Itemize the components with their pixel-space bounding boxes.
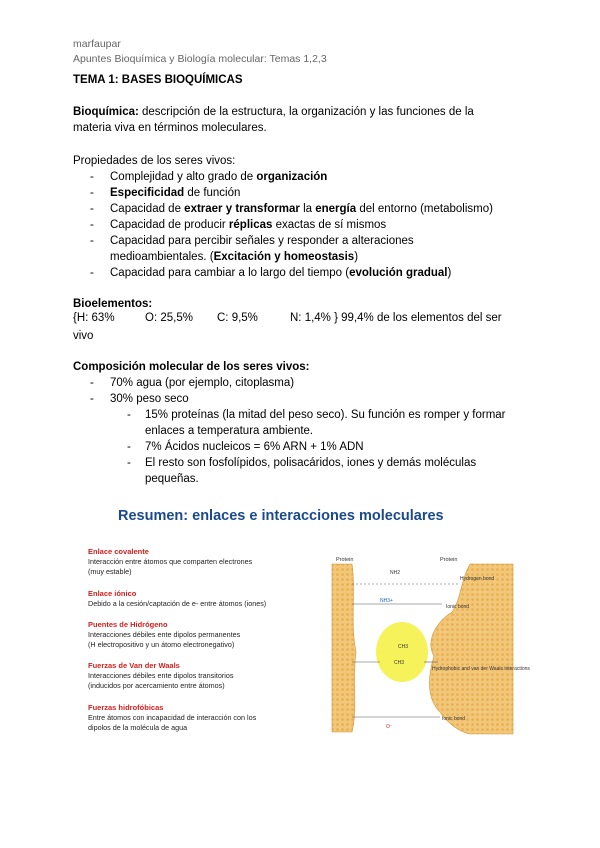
bio-h: {H: 63% <box>73 312 115 324</box>
item-text: ) <box>354 251 359 263</box>
header-doc-title: Apuntes Bioquímica y Biología molecular: Temas 1,2,3 <box>73 53 327 65</box>
item-bold: organización <box>256 171 328 183</box>
item-text: de función <box>184 187 241 199</box>
protein-right-shape <box>429 564 513 734</box>
bio-o: O: 25,5% <box>145 312 193 324</box>
label-carboxylate: O⁻ <box>386 724 393 730</box>
def-covalente <box>88 557 303 577</box>
list-item-continuation <box>110 249 358 265</box>
item-bold: Excitación y homeostasis <box>213 251 355 263</box>
def-ionico: Debido a la cesión/captación de e- entre átomos (iones) <box>88 599 267 608</box>
list-dash: - <box>127 441 131 453</box>
bioelementos-title: Bioelementos: <box>73 298 153 310</box>
label-nh2: NH2 <box>390 570 401 576</box>
bioquimica-def-line2: materia viva en términos moleculares. <box>73 122 267 134</box>
list-dash: - <box>90 267 94 279</box>
def-line: (H electropositivo y un átomo electronegativo) <box>88 640 235 649</box>
figure-title: Resumen: enlaces e interacciones moleculares <box>118 508 444 524</box>
label-hydrogen-bond: Hydrogen bond <box>460 576 495 582</box>
list-item <box>90 217 386 233</box>
def-line: Interacción entre átomos que comparten electrones <box>88 557 253 566</box>
term-covalente: Enlace covalente <box>88 547 149 556</box>
label-ch3: CH3 <box>398 644 409 650</box>
item-bold: energía <box>315 203 357 215</box>
list-item <box>90 375 294 391</box>
def-vdw <box>88 671 303 691</box>
bioquimica-term: Bioquímica: <box>73 106 139 118</box>
item-text: Capacidad de <box>110 203 185 215</box>
label-nh3: NH3+ <box>380 598 393 604</box>
item-text: pequeñas. <box>145 473 199 485</box>
sub-item-proteinas <box>145 407 535 439</box>
def-line: Entre átomos con incapacidad de interacción con los <box>88 713 257 722</box>
item-text: la <box>299 203 316 215</box>
bioquimica-definition <box>73 104 533 136</box>
item-bold: réplicas <box>228 219 273 231</box>
item-text: 70% agua (por ejemplo, citoplasma) <box>110 377 295 389</box>
label-ch3: CH3 <box>394 660 405 666</box>
list-dash: - <box>127 409 131 421</box>
list-dash: - <box>90 171 94 183</box>
item-text: Capacidad para cambiar a lo largo del tiempo ( <box>110 267 350 279</box>
term-ionico: Enlace iónico <box>88 589 137 598</box>
list-item <box>90 201 493 217</box>
label-hydrophobic: Hydrophobic and van der Waals interactions <box>432 666 530 672</box>
list-item <box>90 265 451 281</box>
list-dash: - <box>90 219 94 231</box>
hydrophobic-region <box>376 622 428 682</box>
item-text: Capacidad de producir <box>110 219 229 231</box>
term-vdw: Fuerzas de Van der Waals <box>88 661 180 670</box>
list-item <box>90 185 240 201</box>
bioquimica-def-line1: descripción de la estructura, la organización y las funciones de la <box>142 106 474 118</box>
item-text: medioambientales. ( <box>110 251 214 263</box>
interactions-diagram <box>330 552 530 737</box>
item-text: El resto son fosfolípidos, polisacáridos, iones y demás moléculas <box>145 457 477 469</box>
def-puentes <box>88 630 303 650</box>
label-protein-left: Protein <box>336 557 354 563</box>
sub-item-resto <box>145 455 535 487</box>
term-hidrofobicas: Fuerzas hidrofóbicas <box>88 703 164 712</box>
item-text: enlaces a temperatura ambiente. <box>145 425 314 437</box>
item-text: exactas de sí mismos <box>272 219 387 231</box>
bio-c: C: 9,5% <box>217 312 258 324</box>
label-ionic-bond-2: Ionic bond <box>442 716 466 722</box>
propiedades-intro: Propiedades de los seres vivos: <box>73 155 236 167</box>
list-dash: - <box>90 377 94 389</box>
list-dash: - <box>127 457 131 469</box>
bio-n: N: 1,4% } 99,4% de los elementos del ser <box>290 312 502 324</box>
item-text: Capacidad para percibir señales y responder a alteraciones <box>110 235 414 247</box>
def-line: Interacciones débiles ente dipolos permanentes <box>88 630 241 639</box>
sub-item-acidos: 7% Ácidos nucleicos = 6% ARN + 1% ADN <box>145 441 364 453</box>
item-bold: evolución gradual <box>349 267 448 279</box>
label-protein-right: Protein <box>440 557 458 563</box>
item-bold: Especificidad <box>110 187 185 199</box>
tema-title: TEMA 1: BASES BIOQUÍMICAS <box>73 74 243 86</box>
def-hidrofobicas <box>88 713 303 733</box>
def-line: (inducidos por acercamiento entre átomos) <box>88 681 225 690</box>
item-text: 30% peso seco <box>110 393 189 405</box>
def-line: dipolos de la molécula de agua <box>88 723 188 732</box>
def-line: Interacciones débiles ente dipolos transitorios <box>88 671 234 680</box>
list-item <box>90 391 189 407</box>
composicion-title: Composición molecular de los seres vivos: <box>73 361 310 373</box>
item-text: ) <box>447 267 452 279</box>
list-dash: - <box>90 187 94 199</box>
term-puentes: Puentes de Hidrógeno <box>88 620 168 629</box>
bio-cont: vivo <box>73 330 94 342</box>
list-item <box>90 169 327 185</box>
list-dash: - <box>90 203 94 215</box>
item-text: del entorno (metabolismo) <box>356 203 493 215</box>
item-text: Complejidad y alto grado de <box>110 171 257 183</box>
item-text: 15% proteínas (la mitad del peso seco). Su función es romper y formar <box>145 409 506 421</box>
list-dash: - <box>90 393 94 405</box>
list-item <box>90 233 414 249</box>
def-line: (muy estable) <box>88 567 132 576</box>
list-dash: - <box>90 235 94 247</box>
header-author: marfaupar <box>73 38 121 50</box>
label-ionic-bond: Ionic bond <box>446 604 470 610</box>
protein-left-shape <box>332 564 356 732</box>
item-bold: extraer y transformar <box>184 203 300 215</box>
